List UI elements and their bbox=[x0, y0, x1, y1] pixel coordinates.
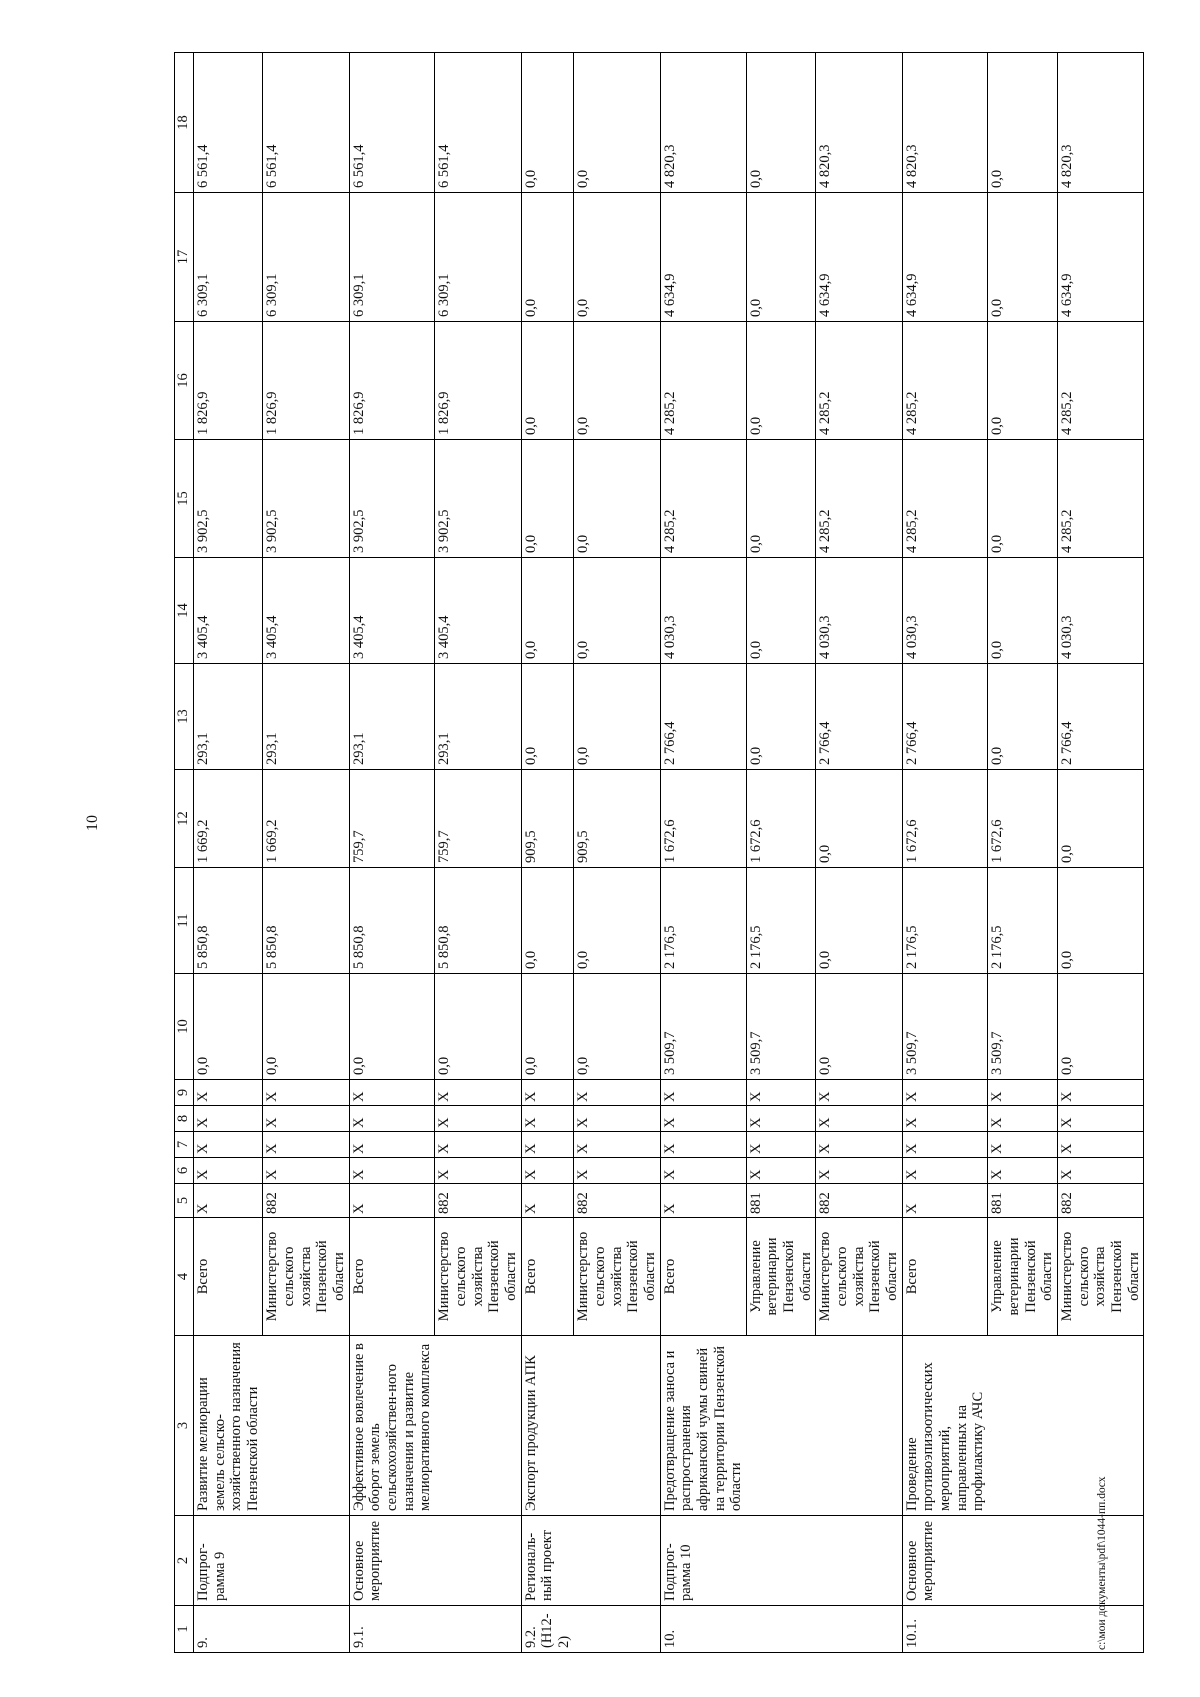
amount-cell: 4 634,9 bbox=[902, 193, 988, 322]
amount-cell: 0,0 bbox=[349, 974, 435, 1080]
amount-cell: 2 766,4 bbox=[902, 664, 988, 770]
column-header: 17 bbox=[175, 193, 194, 322]
amount-cell: 0,0 bbox=[574, 53, 660, 193]
amount-cell: 0,0 bbox=[988, 664, 1058, 770]
amount-cell: 5 850,8 bbox=[194, 868, 263, 974]
executor-cell: Всего bbox=[349, 1218, 435, 1336]
executor-cell: Всего bbox=[902, 1218, 988, 1336]
amount-cell: 1 826,9 bbox=[349, 322, 435, 440]
table-row bbox=[435, 53, 521, 1653]
amount-cell: 0,0 bbox=[574, 868, 660, 974]
grbs-code-cell: 882 bbox=[435, 1184, 521, 1218]
table-row bbox=[902, 53, 988, 1653]
amount-cell: 3 509,7 bbox=[988, 974, 1058, 1080]
program-name-cell bbox=[435, 1336, 521, 1516]
program-name-cell bbox=[988, 1336, 1058, 1516]
program-type-cell bbox=[988, 1516, 1058, 1606]
amount-cell: 0,0 bbox=[988, 193, 1058, 322]
program-type-cell: Региональ-ный проект bbox=[521, 1516, 574, 1606]
grbs-code-cell: 881 bbox=[988, 1184, 1058, 1218]
amount-cell: 759,7 bbox=[435, 770, 521, 868]
table-row bbox=[660, 53, 746, 1653]
amount-cell: 4 030,3 bbox=[660, 558, 746, 664]
executor-cell: Министерство сельского хозяйства Пензенской области bbox=[263, 1218, 349, 1336]
amount-cell: 0,0 bbox=[435, 974, 521, 1080]
amount-cell: 0,0 bbox=[1058, 974, 1144, 1080]
grbs-code-cell: Х bbox=[521, 1184, 574, 1218]
amount-cell: 2 176,5 bbox=[902, 868, 988, 974]
amount-cell: 293,1 bbox=[263, 664, 349, 770]
amount-cell: 4 285,2 bbox=[902, 322, 988, 440]
amount-cell: 4 820,3 bbox=[660, 53, 746, 193]
amount-cell: 0,0 bbox=[574, 974, 660, 1080]
amount-cell: 1 826,9 bbox=[435, 322, 521, 440]
column-header: 4 bbox=[175, 1218, 194, 1336]
program-name-cell: Развитие мелиорации земель сельско-хозяйственного назначения Пензенской области bbox=[194, 1336, 263, 1516]
budget-code-cell: Х bbox=[902, 1158, 988, 1184]
amount-cell: 0,0 bbox=[988, 322, 1058, 440]
amount-cell: 0,0 bbox=[521, 193, 574, 322]
table-row bbox=[521, 53, 574, 1653]
amount-cell: 2 176,5 bbox=[660, 868, 746, 974]
budget-code-cell: Х bbox=[902, 1106, 988, 1132]
budget-code-cell: Х bbox=[660, 1158, 746, 1184]
grbs-code-cell: Х bbox=[660, 1184, 746, 1218]
row-number-cell: 9.1. bbox=[349, 1606, 435, 1653]
budget-code-cell: Х bbox=[435, 1132, 521, 1158]
row-number-cell: 10. bbox=[660, 1606, 746, 1653]
amount-cell: 3 902,5 bbox=[263, 440, 349, 558]
column-header: 14 bbox=[175, 558, 194, 664]
amount-cell: 3 405,4 bbox=[194, 558, 263, 664]
amount-cell: 2 176,5 bbox=[988, 868, 1058, 974]
amount-cell: 293,1 bbox=[435, 664, 521, 770]
program-name-cell: Проведение противоэпизоотических мероприятий, направленных на профилактику АЧС bbox=[902, 1336, 988, 1516]
amount-cell: 0,0 bbox=[746, 558, 816, 664]
amount-cell: 0,0 bbox=[746, 440, 816, 558]
budget-code-cell: Х bbox=[574, 1158, 660, 1184]
amount-cell: 4 030,3 bbox=[902, 558, 988, 664]
amount-cell: 0,0 bbox=[746, 193, 816, 322]
amount-cell: 0,0 bbox=[521, 974, 574, 1080]
amount-cell: 0,0 bbox=[194, 974, 263, 1080]
amount-cell: 3 509,7 bbox=[660, 974, 746, 1080]
table-row bbox=[816, 53, 902, 1653]
budget-code-cell: Х bbox=[263, 1106, 349, 1132]
program-type-cell: Основное мероприятие bbox=[902, 1516, 988, 1606]
budget-code-cell: Х bbox=[816, 1158, 902, 1184]
amount-cell: 6 561,4 bbox=[349, 53, 435, 193]
amount-cell: 0,0 bbox=[521, 53, 574, 193]
amount-cell: 5 850,8 bbox=[349, 868, 435, 974]
budget-code-cell: Х bbox=[263, 1132, 349, 1158]
budget-code-cell: Х bbox=[1058, 1106, 1144, 1132]
amount-cell: 0,0 bbox=[816, 868, 902, 974]
table-row bbox=[349, 53, 435, 1653]
row-number-cell bbox=[746, 1606, 816, 1653]
program-type-cell bbox=[435, 1516, 521, 1606]
amount-cell: 0,0 bbox=[1058, 770, 1144, 868]
amount-cell: 0,0 bbox=[988, 53, 1058, 193]
amount-cell: 4 285,2 bbox=[902, 440, 988, 558]
amount-cell: 293,1 bbox=[349, 664, 435, 770]
program-type-cell bbox=[263, 1516, 349, 1606]
grbs-code-cell: Х bbox=[902, 1184, 988, 1218]
column-header: 18 bbox=[175, 53, 194, 193]
amount-cell: 6 309,1 bbox=[435, 193, 521, 322]
program-name-cell: Экспорт продукции АПК bbox=[521, 1336, 574, 1516]
amount-cell: 4 634,9 bbox=[1058, 193, 1144, 322]
amount-cell: 2 766,4 bbox=[1058, 664, 1144, 770]
amount-cell: 0,0 bbox=[988, 558, 1058, 664]
program-name-cell bbox=[816, 1336, 902, 1516]
grbs-code-cell: Х bbox=[349, 1184, 435, 1218]
table-row bbox=[574, 53, 660, 1653]
amount-cell: 0,0 bbox=[816, 770, 902, 868]
budget-code-cell: Х bbox=[746, 1080, 816, 1106]
amount-cell: 4 285,2 bbox=[816, 440, 902, 558]
amount-cell: 0,0 bbox=[746, 664, 816, 770]
amount-cell: 3 405,4 bbox=[349, 558, 435, 664]
column-header: 9 bbox=[175, 1080, 194, 1106]
grbs-code-cell: Х bbox=[194, 1184, 263, 1218]
amount-cell: 0,0 bbox=[746, 322, 816, 440]
column-header: 5 bbox=[175, 1184, 194, 1218]
amount-cell: 3 509,7 bbox=[902, 974, 988, 1080]
executor-cell: Всего bbox=[521, 1218, 574, 1336]
budget-code-cell: Х bbox=[194, 1158, 263, 1184]
budget-code-cell: Х bbox=[194, 1080, 263, 1106]
row-number-cell bbox=[816, 1606, 902, 1653]
amount-cell: 1 826,9 bbox=[263, 322, 349, 440]
amount-cell: 4 285,2 bbox=[1058, 440, 1144, 558]
page-number: 10 bbox=[84, 815, 101, 831]
grbs-code-cell: 882 bbox=[263, 1184, 349, 1218]
amount-cell: 0,0 bbox=[746, 53, 816, 193]
executor-cell: Министерство сельского хозяйства Пензенской области bbox=[816, 1218, 902, 1336]
program-name-cell: Предотвращение заноса и распространения африканской чумы свиней на территории Пензенской области bbox=[660, 1336, 746, 1516]
budget-code-cell: Х bbox=[263, 1080, 349, 1106]
amount-cell: 0,0 bbox=[574, 322, 660, 440]
budget-code-cell: Х bbox=[574, 1080, 660, 1106]
budget-code-cell: Х bbox=[194, 1106, 263, 1132]
program-name-cell bbox=[263, 1336, 349, 1516]
amount-cell: 4 030,3 bbox=[816, 558, 902, 664]
program-type-cell: Подпрог-рамма 10 bbox=[660, 1516, 746, 1606]
budget-code-cell: Х bbox=[816, 1106, 902, 1132]
grbs-code-cell: 882 bbox=[574, 1184, 660, 1218]
budget-code-cell: Х bbox=[521, 1080, 574, 1106]
amount-cell: 2 176,5 bbox=[746, 868, 816, 974]
executor-cell: Всего bbox=[660, 1218, 746, 1336]
amount-cell: 0,0 bbox=[263, 974, 349, 1080]
budget-code-cell: Х bbox=[349, 1158, 435, 1184]
budget-code-cell: Х bbox=[521, 1158, 574, 1184]
budget-code-cell: Х bbox=[194, 1132, 263, 1158]
executor-cell: Министерство сельского хозяйства Пензенской области bbox=[574, 1218, 660, 1336]
amount-cell: 4 285,2 bbox=[816, 322, 902, 440]
column-header: 8 bbox=[175, 1106, 194, 1132]
budget-code-cell: Х bbox=[263, 1158, 349, 1184]
column-header: 3 bbox=[175, 1336, 194, 1516]
budget-code-cell: Х bbox=[902, 1080, 988, 1106]
budget-code-cell: Х bbox=[746, 1158, 816, 1184]
amount-cell: 1 672,6 bbox=[902, 770, 988, 868]
row-number-cell bbox=[574, 1606, 660, 1653]
amount-cell: 1 669,2 bbox=[263, 770, 349, 868]
amount-cell: 4 030,3 bbox=[1058, 558, 1144, 664]
amount-cell: 6 309,1 bbox=[194, 193, 263, 322]
amount-cell: 909,5 bbox=[521, 770, 574, 868]
table-row bbox=[194, 53, 263, 1653]
budget-code-cell: Х bbox=[746, 1106, 816, 1132]
row-number-cell bbox=[435, 1606, 521, 1653]
budget-code-cell: Х bbox=[816, 1080, 902, 1106]
amount-cell: 1 669,2 bbox=[194, 770, 263, 868]
amount-cell: 0,0 bbox=[521, 440, 574, 558]
program-type-cell: Основное мероприятие bbox=[349, 1516, 435, 1606]
amount-cell: 293,1 bbox=[194, 664, 263, 770]
amount-cell: 759,7 bbox=[349, 770, 435, 868]
amount-cell: 1 672,6 bbox=[660, 770, 746, 868]
executor-cell: Управление ветеринарии Пензенской области bbox=[988, 1218, 1058, 1336]
budget-code-cell: Х bbox=[660, 1080, 746, 1106]
grbs-code-cell: 882 bbox=[816, 1184, 902, 1218]
executor-cell: Министерство сельского хозяйства Пензенской области bbox=[1058, 1218, 1144, 1336]
column-header: 13 bbox=[175, 664, 194, 770]
table-row bbox=[263, 53, 349, 1653]
budget-code-cell: Х bbox=[1058, 1132, 1144, 1158]
amount-cell: 0,0 bbox=[521, 868, 574, 974]
amount-cell: 0,0 bbox=[988, 440, 1058, 558]
table-row bbox=[988, 53, 1058, 1653]
budget-code-cell: Х bbox=[521, 1106, 574, 1132]
amount-cell: 6 561,4 bbox=[435, 53, 521, 193]
amount-cell: 5 850,8 bbox=[435, 868, 521, 974]
row-number-cell: 10.1. bbox=[902, 1606, 988, 1653]
program-type-cell: Подпрог-рамма 9 bbox=[194, 1516, 263, 1606]
amount-cell: 3 509,7 bbox=[746, 974, 816, 1080]
budget-code-cell: Х bbox=[521, 1132, 574, 1158]
amount-cell: 3 405,4 bbox=[263, 558, 349, 664]
budget-code-cell: Х bbox=[660, 1106, 746, 1132]
budget-code-cell: Х bbox=[349, 1106, 435, 1132]
amount-cell: 4 285,2 bbox=[660, 440, 746, 558]
column-header: 15 bbox=[175, 440, 194, 558]
amount-cell: 4 634,9 bbox=[816, 193, 902, 322]
amount-cell: 1 672,6 bbox=[988, 770, 1058, 868]
budget-code-cell: Х bbox=[349, 1080, 435, 1106]
amount-cell: 6 309,1 bbox=[263, 193, 349, 322]
program-name-cell: Эффективное вовлечение в оборот земель сельскохозяйствен-ного назначения и развитие мелиоративного комплекса bbox=[349, 1336, 435, 1516]
footer-file-path: c:\мои документы\pdf\1044-пп.docx bbox=[1096, 1476, 1108, 1650]
row-number-cell: 9. bbox=[194, 1606, 263, 1653]
budget-code-cell: Х bbox=[816, 1132, 902, 1158]
table-body bbox=[194, 53, 1144, 1653]
budget-code-cell: Х bbox=[435, 1106, 521, 1132]
amount-cell: 4 820,3 bbox=[816, 53, 902, 193]
amount-cell: 2 766,4 bbox=[660, 664, 746, 770]
amount-cell: 2 766,4 bbox=[816, 664, 902, 770]
amount-cell: 3 902,5 bbox=[194, 440, 263, 558]
budget-code-cell: Х bbox=[988, 1132, 1058, 1158]
column-header: 12 bbox=[175, 770, 194, 868]
amount-cell: 4 285,2 bbox=[660, 322, 746, 440]
budget-table bbox=[174, 52, 1144, 1653]
program-type-cell bbox=[746, 1516, 816, 1606]
column-header: 2 bbox=[175, 1516, 194, 1606]
amount-cell: 6 309,1 bbox=[349, 193, 435, 322]
budget-code-cell: Х bbox=[988, 1080, 1058, 1106]
amount-cell: 0,0 bbox=[521, 558, 574, 664]
amount-cell: 0,0 bbox=[574, 558, 660, 664]
budget-code-cell: Х bbox=[574, 1106, 660, 1132]
program-name-cell bbox=[746, 1336, 816, 1516]
budget-code-cell: Х bbox=[988, 1158, 1058, 1184]
table-header-row bbox=[175, 53, 194, 1653]
amount-cell: 0,0 bbox=[574, 193, 660, 322]
amount-cell: 0,0 bbox=[816, 974, 902, 1080]
budget-code-cell: Х bbox=[902, 1132, 988, 1158]
budget-code-cell: Х bbox=[435, 1080, 521, 1106]
program-type-cell bbox=[574, 1516, 660, 1606]
amount-cell: 4 820,3 bbox=[902, 53, 988, 193]
column-header: 6 bbox=[175, 1158, 194, 1184]
amount-cell: 0,0 bbox=[521, 322, 574, 440]
grbs-code-cell: 882 bbox=[1058, 1184, 1144, 1218]
executor-cell: Управление ветеринарии Пензенской области bbox=[746, 1218, 816, 1336]
column-header: 10 bbox=[175, 974, 194, 1080]
budget-code-cell: Х bbox=[1058, 1080, 1144, 1106]
budget-code-cell: Х bbox=[435, 1158, 521, 1184]
row-number-cell: 9.2. (Н12-2) bbox=[521, 1606, 574, 1653]
amount-cell: 6 561,4 bbox=[263, 53, 349, 193]
budget-code-cell: Х bbox=[574, 1132, 660, 1158]
executor-cell: Всего bbox=[194, 1218, 263, 1336]
amount-cell: 4 820,3 bbox=[1058, 53, 1144, 193]
budget-code-cell: Х bbox=[746, 1132, 816, 1158]
row-number-cell bbox=[263, 1606, 349, 1653]
amount-cell: 4 285,2 bbox=[1058, 322, 1144, 440]
amount-cell: 0,0 bbox=[574, 664, 660, 770]
budget-code-cell: Х bbox=[1058, 1158, 1144, 1184]
budget-code-cell: Х bbox=[988, 1106, 1058, 1132]
program-name-cell bbox=[574, 1336, 660, 1516]
row-number-cell bbox=[988, 1606, 1058, 1653]
amount-cell: 5 850,8 bbox=[263, 868, 349, 974]
amount-cell: 0,0 bbox=[574, 440, 660, 558]
amount-cell: 1 672,6 bbox=[746, 770, 816, 868]
column-header: 1 bbox=[175, 1606, 194, 1653]
executor-cell: Министерство сельского хозяйства Пензенской области bbox=[435, 1218, 521, 1336]
column-header: 16 bbox=[175, 322, 194, 440]
column-header: 7 bbox=[175, 1132, 194, 1158]
budget-code-cell: Х bbox=[349, 1132, 435, 1158]
table-row bbox=[746, 53, 816, 1653]
amount-cell: 4 634,9 bbox=[660, 193, 746, 322]
amount-cell: 3 902,5 bbox=[349, 440, 435, 558]
amount-cell: 909,5 bbox=[574, 770, 660, 868]
grbs-code-cell: 881 bbox=[746, 1184, 816, 1218]
amount-cell: 3 405,4 bbox=[435, 558, 521, 664]
budget-code-cell: Х bbox=[660, 1132, 746, 1158]
amount-cell: 3 902,5 bbox=[435, 440, 521, 558]
amount-cell: 6 561,4 bbox=[194, 53, 263, 193]
column-header: 11 bbox=[175, 868, 194, 974]
amount-cell: 0,0 bbox=[521, 664, 574, 770]
program-type-cell bbox=[816, 1516, 902, 1606]
amount-cell: 1 826,9 bbox=[194, 322, 263, 440]
amount-cell: 0,0 bbox=[1058, 868, 1144, 974]
